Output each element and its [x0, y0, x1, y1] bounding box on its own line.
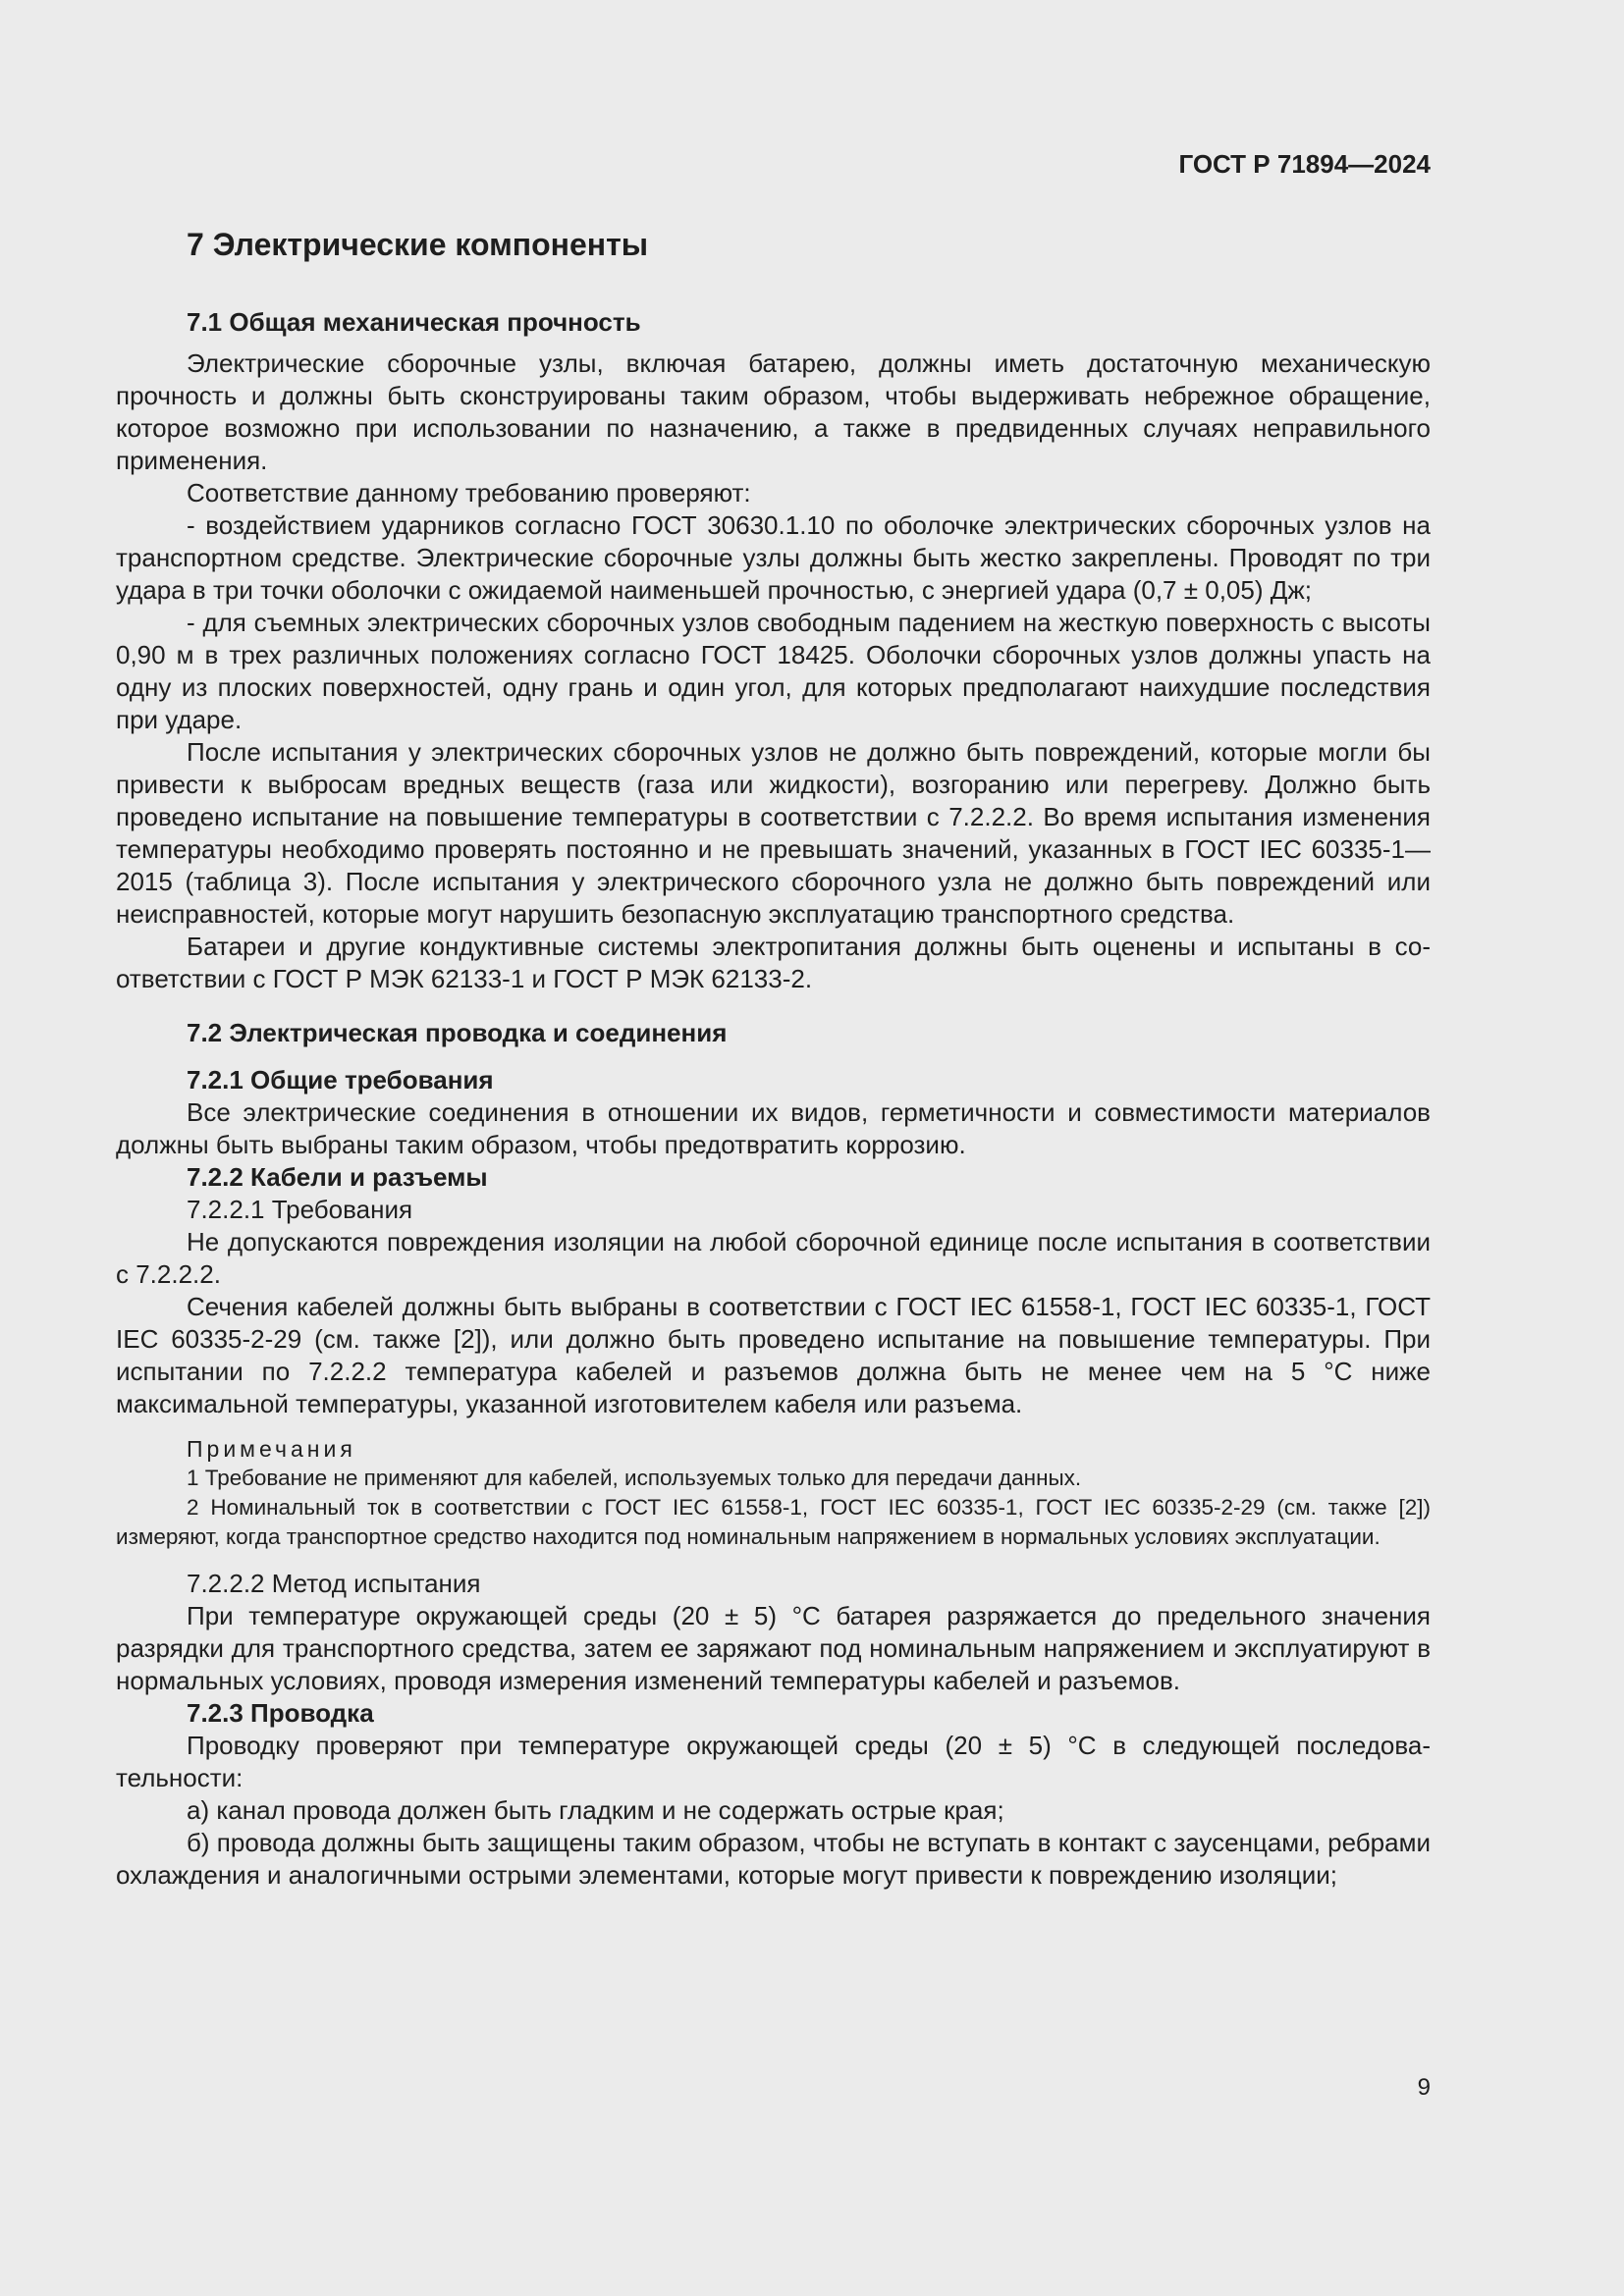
- list-item: а) канал провода должен быть гладким и не содержать острые края;: [187, 1795, 1004, 1825]
- page-number: 9: [1417, 2074, 1431, 2101]
- section-7-2-2-2-title: 7.2.2.2 Метод испытания: [187, 1569, 481, 1598]
- list-item: - для съемных электрических сборочных узлов свободным падением на жесткую поверхность с высоты 0,90 м в трех различных положениях согласно ГОСТ 18425. Оболочки сборочных узлов должны упасть на одну из плоских поверхностей, одну грань и один угол, для которых предполагают наихудшие последствия при ударе.: [116, 608, 1431, 734]
- section-7-2-title: 7.2 Электрическая проводка и соединения: [187, 1018, 728, 1047]
- paragraph: Батареи и другие кондуктивные системы электропитания должны быть оценены и испытаны в соответствии с ГОСТ Р МЭК 62133-1 и ГОСТ Р МЭК 62133-2.: [116, 932, 1431, 993]
- paragraph: После испытания у электрических сборочных узлов не должно быть повреждений, которые могли бы привести к выбросам вредных веществ (газа или жидкости), возгоранию или перегреву. Должно быть проведено испытание на повышение температуры в соответствии с 7.2.2.2. Во время испытания изменения температуры необходимо проверять постоянно и не превышать значений, указанных в ГОСТ IEC 60335-1—2015 (таблица 3). После испытания у электрического сборочного узла не должно быть повреждений или неисправностей, которые могут нарушить безопасную эксплуатацию транспортного средства.: [116, 737, 1431, 929]
- note-item: 1 Требование не применяют для кабелей, используемых только для передачи данных.: [187, 1466, 1082, 1490]
- paragraph: Проводку проверяют при температуре окружающей среды (20 ± 5) °С в следующей последовательности:: [116, 1731, 1431, 1792]
- page-content: [116, 221, 1431, 1892]
- section-7-1-title: 7.1 Общая механическая прочность: [187, 307, 641, 337]
- paragraph: Все электрические соединения в отношении их видов, герметичности и совместимости материалов должны быть выбраны таким образом, чтобы предотвратить коррозию.: [116, 1097, 1431, 1159]
- section-7-2-2-1-title: 7.2.2.1 Требования: [187, 1195, 413, 1224]
- section-7-2-1-title: 7.2.1 Общие требования: [187, 1065, 494, 1095]
- paragraph: При температуре окружающей среды (20 ± 5) °С батарея разряжается до предельного значения разрядки для транспортного средства, затем ее заряжают под номинальным напряжением и эксплуатируют в нормальных условиях, проводя измерения изменений температуры кабелей и разъемов.: [116, 1601, 1431, 1695]
- paragraph: Электрические сборочные узлы, включая батарею, должны иметь достаточную механическую прочность и должны быть сконструированы таким образом, чтобы выдерживать небрежное обращение, которое возможно при использовании по назначению, а также в предвиденных случаях неправильного применения.: [116, 348, 1431, 475]
- paragraph: Сечения кабелей должны быть выбраны в соответствии с ГОСТ IEC 61558-1, ГОСТ IEC 60335-1, ГОСТ IEC 60335-2-29 (см. также [2]), или должно быть проведено испытание на повышение температуры. При испытании по 7.2.2.2 температура кабелей и разъемов должна быть не менее чем на 5 °С ниже максимальной температуры, указанной изготовителем кабеля или разъема.: [116, 1292, 1431, 1418]
- note-item: 2 Номинальный ток в соответствии с ГОСТ IEC 61558-1, ГОСТ IEC 60335-1, ГОСТ IEC 60335-2-29 (см. также [2]) измеряют, когда транспортное средство находится под номинальным напряжением в нормальных условиях эксплуатации.: [116, 1495, 1431, 1549]
- notes-title: Примечания: [187, 1436, 356, 1462]
- section-7-2-2-title: 7.2.2 Кабели и разъемы: [187, 1162, 488, 1192]
- section-title: 7 Электрические компоненты: [187, 227, 649, 262]
- notes-block: [116, 1434, 1431, 1552]
- paragraph: Не допускаются повреждения изоляции на любой сборочной единице после испытания в соответствии с 7.2.2.2.: [116, 1227, 1431, 1289]
- document-id-header: ГОСТ Р 71894—2024: [1178, 149, 1431, 179]
- list-item: - воздействием ударников согласно ГОСТ 30630.1.10 по оболочке электрических сборочных узлов на транспортном средстве. Электрические сборочные узлы должны быть жестко закреплены. Проводят по три удара в три точки оболочки с ожидаемой наименьшей прочностью, с энергией удара (0,7 ± 0,05) Дж;: [116, 510, 1431, 605]
- list-item: б) провода должны быть защищены таким образом, чтобы не вступать в контакт с заусенцами, ребрами охлаждения и аналогичными острыми элементами, которые могут привести к повреждению изоляции;: [116, 1828, 1431, 1890]
- paragraph: Соответствие данному требованию проверяют:: [187, 478, 751, 507]
- section-7-2-3-title: 7.2.3 Проводка: [187, 1698, 374, 1728]
